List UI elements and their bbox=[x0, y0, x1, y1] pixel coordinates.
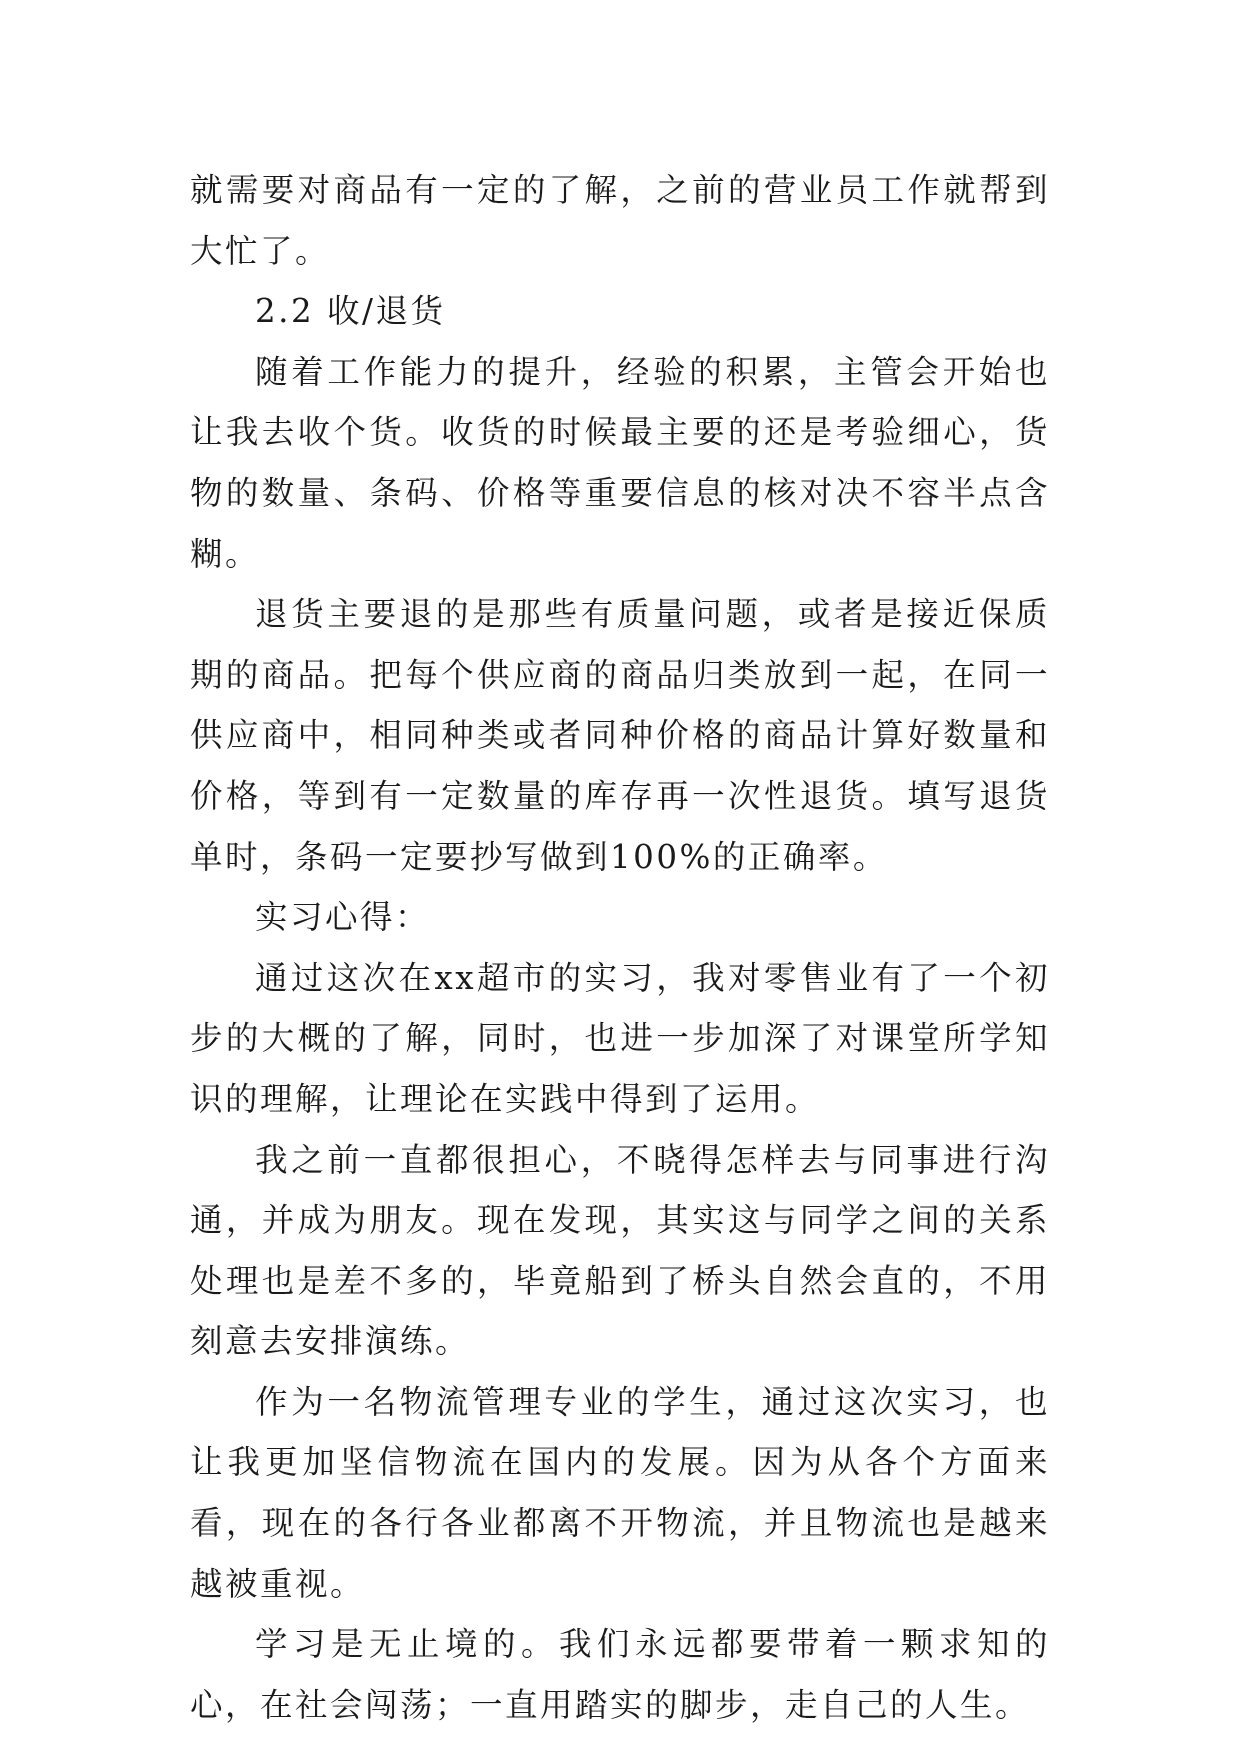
paragraph: 通过这次在xx超市的实习，我对零售业有了一个初步的大概的了解，同时，也进一步加深了对课堂所学知识的理解，让理论在实践中得到了运用。 bbox=[190, 958, 1050, 1118]
paragraph: 我之前一直都很担心，不晓得怎样去与同事进行沟通，并成为朋友。现在发现，其实这与同学之间的关系处理也是差不多的，毕竟船到了桥头自然会直的，不用刻意去安排演练。 bbox=[190, 1140, 1050, 1361]
paragraph-continued: 就需要对商品有一定的了解，之前的营业员工作就帮到大忙了。 bbox=[190, 171, 1050, 270]
paragraph: 随着工作能力的提升，经验的积累，主管会开始也让我去收个货。收货的时候最主要的还是考验细心，货物的数量、条码、价格等重要信息的核对决不容半点含糊。 bbox=[190, 352, 1050, 573]
section-heading: 实习心得： bbox=[255, 898, 431, 937]
document-body bbox=[190, 160, 1050, 1735]
paragraph: 学习是无止境的。我们永远都要带着一颗求知的心，在社会闯荡；一直用踏实的脚步，走自己的人生。 bbox=[190, 1625, 1050, 1724]
section-heading: 2.2 收/退货 bbox=[255, 292, 446, 331]
paragraph: 退货主要退的是那些有质量问题，或者是接近保质期的商品。把每个供应商的商品归类放到一起，在同一供应商中，相同种类或者同种价格的商品计算好数量和价格，等到有一定数量的库存再一次性退货。填写退货单时，条码一定要抄写做到100%的正确率。 bbox=[190, 595, 1050, 876]
paragraph: 作为一名物流管理专业的学生，通过这次实习，也让我更加坚信物流在国内的发展。因为从各个方面来看，现在的各行各业都离不开物流，并且物流也是越来越被重视。 bbox=[190, 1382, 1050, 1603]
